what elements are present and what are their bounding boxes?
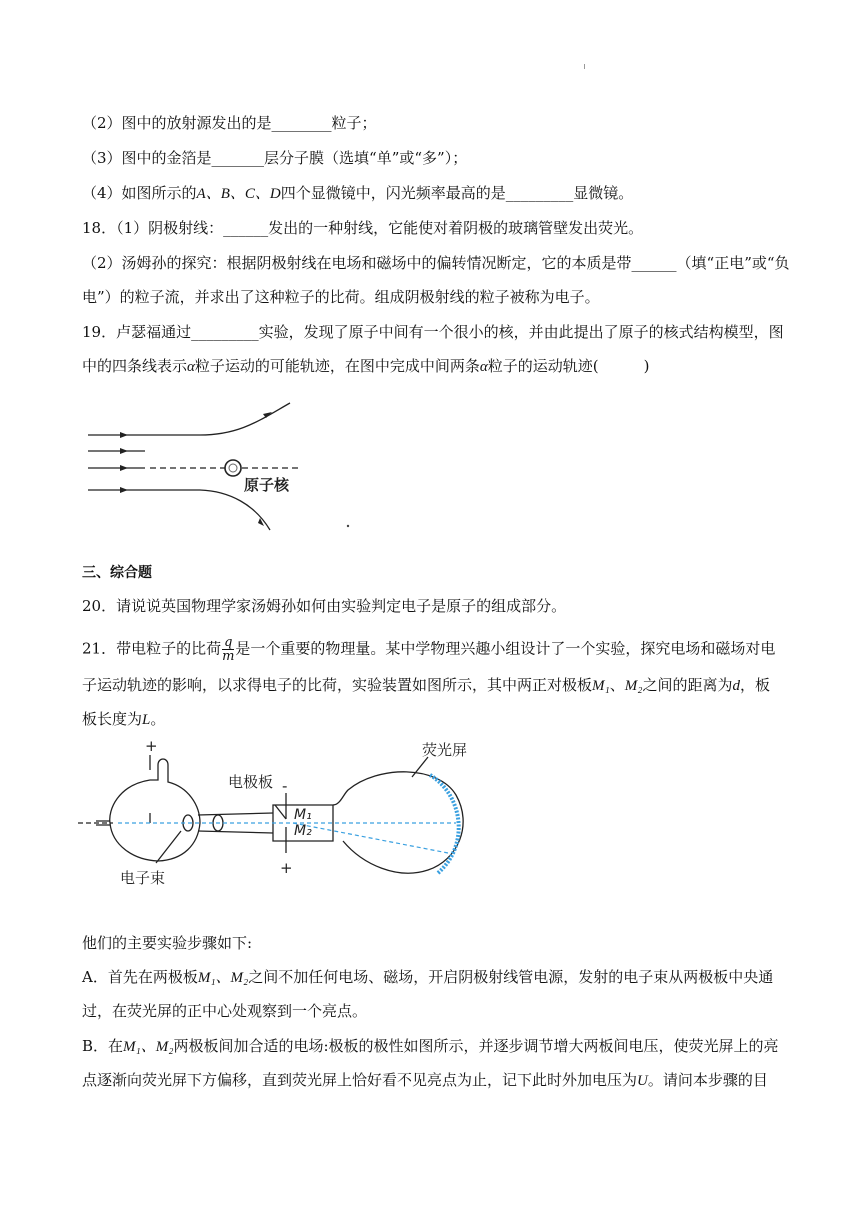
question-19-line-1: 19．卢瑟福通过_________实验，发现了原子中间有一个很小的核，并由此提出了原子的核式结构模型，图 xyxy=(82,323,784,341)
text-span: 、 xyxy=(609,676,625,694)
electron-beam-deflected xyxy=(293,823,448,853)
arrow-head xyxy=(120,465,128,471)
minus-sign: - xyxy=(282,777,288,795)
question-21-line-2 xyxy=(82,674,790,697)
question-17-part-2: （2）图中的放射源发出的是________粒子； xyxy=(82,114,377,132)
text-span: 粒子运动的可能轨迹，在图中完成中间两条 xyxy=(194,357,480,375)
stray-dot xyxy=(347,525,349,527)
steps-intro: 他们的主要实验步骤如下: xyxy=(82,934,253,952)
arrow-head xyxy=(120,432,128,438)
text-span: A．首先在两极板 xyxy=(82,968,198,986)
cathode-ray-tube-figure xyxy=(78,735,498,895)
nucleus-label: 原子核 xyxy=(244,476,290,494)
text-span: 。请问本步骤的目 xyxy=(647,1071,768,1089)
electron-beam-label: 电子束 xyxy=(120,869,166,887)
plate-m1: M₁ xyxy=(592,678,610,694)
charge-mass-fraction xyxy=(222,636,234,663)
electrode-plate-label: 电极板 xyxy=(228,773,274,791)
text-span: 板长度为 xyxy=(82,710,143,728)
length-l: L xyxy=(142,712,151,728)
page-mark xyxy=(584,64,585,69)
question-18-part-2-line-2: 电”）的粒子流，并求出了这种粒子的比荷。组成阴极射线的粒子被称为电子。 xyxy=(82,288,600,306)
plates-m1-m2: M₁、M₂ xyxy=(197,970,249,986)
text-span: 点逐渐向荧光屏下方偏移，直到荧光屏上恰好看不见亮点为止，记下此时外加电压为 xyxy=(82,1071,638,1089)
microscope-letters: A、B、C、D xyxy=(196,186,281,202)
plates-m1-m2: M₁、M₂ xyxy=(123,1039,174,1055)
text-span: 四个显微镜中，闪光频率最高的是_________显微镜。 xyxy=(280,184,634,202)
question-21-line-1 xyxy=(82,636,790,663)
fluorescent-screen-label: 荧光屏 xyxy=(422,741,468,759)
text-span: 之间不加任何电场、磁场，开启阴极射线管电源，发射的电子束从两极板中央通 xyxy=(248,968,774,986)
left-bulb xyxy=(110,759,200,861)
text-span: 。 xyxy=(150,710,166,728)
text-span: 之间的距离为 xyxy=(642,676,733,694)
text-span: 中的四条线表示 xyxy=(82,357,188,375)
trajectory-bottom xyxy=(88,490,270,530)
question-17-part-3: （3）图中的金箔是_______层分子膜（选填“单”或“多”）； xyxy=(82,149,468,167)
text-span: 粒子的运动轨迹( ) xyxy=(487,357,650,375)
section-3-heading: 三、综合题 xyxy=(82,565,152,581)
text-span: B．在 xyxy=(82,1037,124,1055)
electrode-pointer xyxy=(275,805,286,819)
step-b-line-2 xyxy=(82,1069,790,1092)
alpha-scattering-figure xyxy=(80,395,360,535)
plus-sign-top: + xyxy=(145,737,158,755)
step-a-line-2: 过，在荧光屏的正中心处观察到一个亮点。 xyxy=(82,1002,368,1020)
text-span: ，板 xyxy=(739,676,770,694)
nucleus-circle xyxy=(225,460,241,476)
text-span: 是一个重要的物理量。某中学物理兴趣小组设计了一个实验，探究电场和磁场对电 xyxy=(235,639,776,658)
text-span: （4）如图所示的 xyxy=(82,184,197,202)
fraction-denominator: m xyxy=(222,649,235,664)
fraction-numerator: q xyxy=(224,635,233,650)
beam-pointer xyxy=(156,831,181,863)
plate-m2: M₂ xyxy=(624,678,643,694)
question-19-line-2 xyxy=(82,355,790,378)
plus-sign-bottom: + xyxy=(280,859,293,877)
text-span: 21．带电粒子的比荷 xyxy=(82,639,222,658)
alpha-symbol: α xyxy=(479,359,488,375)
m2-label: M₂ xyxy=(294,823,312,839)
m1-label: M₁ xyxy=(294,807,312,823)
step-a-line-1 xyxy=(82,966,790,989)
voltage-u: U xyxy=(637,1073,648,1089)
question-18-part-1: 18．（1）阴极射线：______发出的一种射线，它能使对着阴极的玻璃管壁发出荧光。 xyxy=(82,219,644,237)
alpha-symbol: α xyxy=(187,359,195,375)
question-17-part-4 xyxy=(82,182,790,205)
step-b-line-1 xyxy=(82,1035,790,1058)
trajectory-top xyxy=(88,403,290,435)
question-20: 20．请说说英国物理学家汤姆孙如何由实验判定电子是原子的组成部分。 xyxy=(82,597,567,615)
text-span: 两极板间加合适的电场:极板的极性如图所示，并逐步调节增大两板间电压，使荧光屏上的亮 xyxy=(173,1037,779,1055)
fluorescent-screen xyxy=(430,775,459,873)
arrow-head xyxy=(120,448,128,454)
question-18-part-2-line-1: （2）汤姆孙的探究：根据阴极射线在电场和磁场中的偏转情况断定，它的本质是带______（填“正电”或“负 xyxy=(82,254,790,272)
distance-d: d xyxy=(732,678,740,694)
text-span: 子运动轨迹的影响，以求得电子的比荷，实验装置如图所示，其中两正对极板 xyxy=(82,676,593,694)
arrow-head xyxy=(120,487,128,493)
question-21-line-3 xyxy=(82,708,790,731)
